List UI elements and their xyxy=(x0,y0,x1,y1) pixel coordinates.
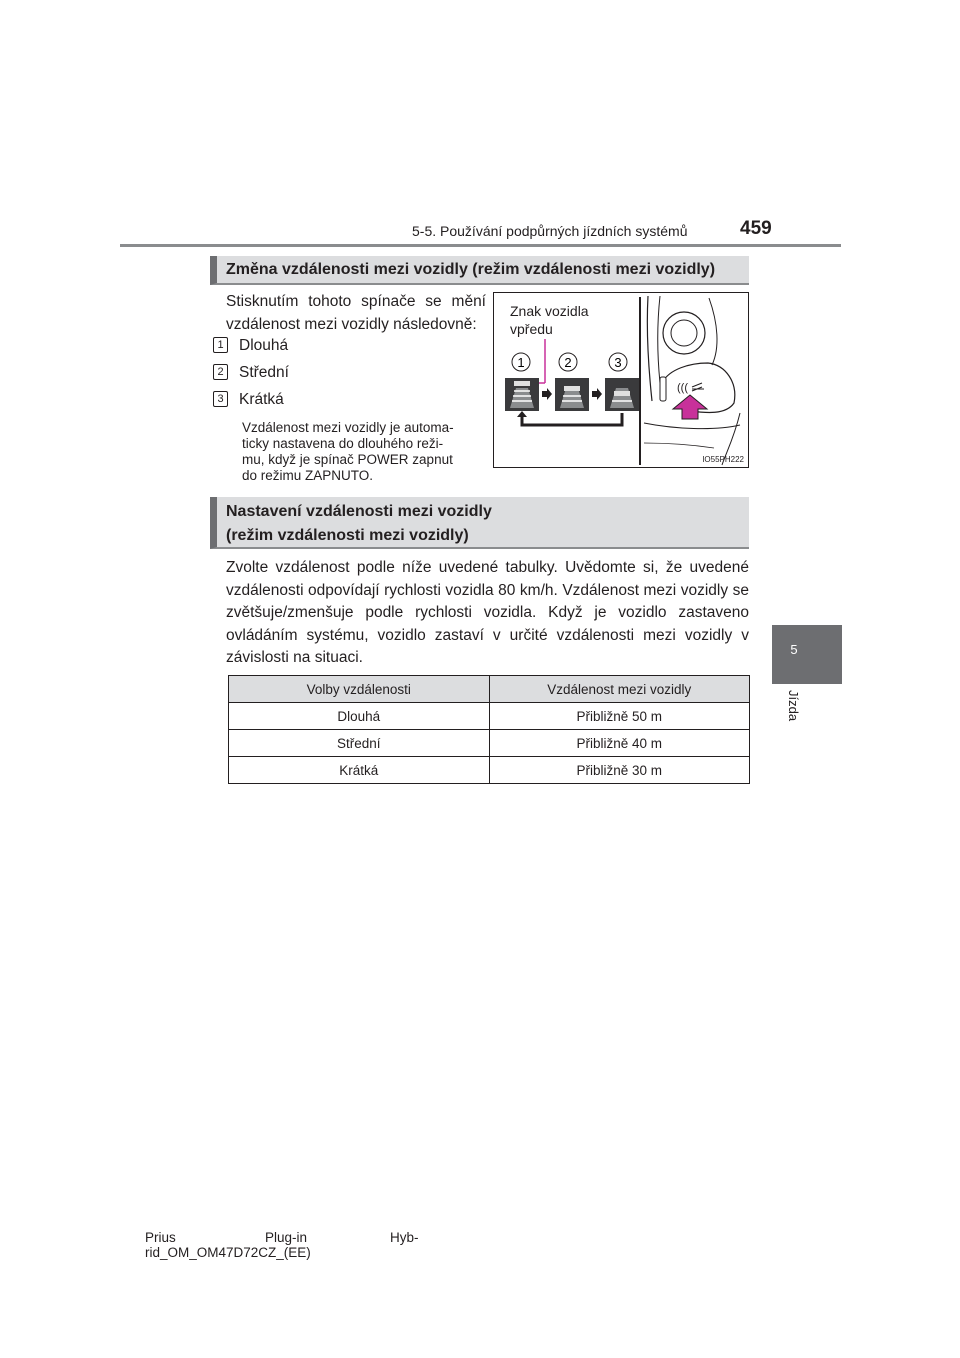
list-item xyxy=(213,391,284,409)
arrow-right-icon xyxy=(592,388,602,400)
marker-label: 3 xyxy=(614,355,622,370)
table-cell: Dlouhá xyxy=(229,703,490,730)
item-number-badge: 1 xyxy=(213,337,228,353)
footer-line-1 xyxy=(145,1230,427,1245)
item-label: Krátká xyxy=(239,391,284,408)
table-header-cell: Volby vzdálenosti xyxy=(229,676,490,703)
marker-label: 1 xyxy=(517,355,525,370)
table-row xyxy=(229,757,750,784)
section-heading-distance-setting xyxy=(210,497,749,549)
body-paragraph: Zvolte vzdálenost podle níže uvedené tabulky. Uvědomte si, že uvedené vzdálenosti odpovídají rychlosti vozidla 80 km/h. Vzdálenost mezi vozidly se zvětšuje/zmenšuje podle rychlosti vozidla. Když je vozidlo zastaveno ovládáním systému, vozidlo zastaví v určité vzdálenosti mezi vozidly v závislosti na situaci. xyxy=(226,559,749,666)
running-header: 5-5. Používání podpůrných jízdních systémů xyxy=(412,223,688,239)
callout-line-1: Znak vozidla xyxy=(510,303,589,319)
list-item xyxy=(213,337,288,355)
footer-line-2: rid_OM_OM47D72CZ_(EE) xyxy=(145,1245,311,1260)
display-long xyxy=(505,378,539,411)
display-short xyxy=(605,378,639,411)
footer-word: Prius xyxy=(145,1230,176,1245)
marker-label: 2 xyxy=(564,355,572,370)
chapter-number: 5 xyxy=(790,642,798,657)
note-text: Vzdálenost mezi vozidly je automa- ticky nastavena do dlouhého reži- mu, když je spínač POWER zapnut do režimu ZAPNUTO. xyxy=(242,420,454,483)
table-row xyxy=(229,730,750,757)
section2-title-line-2: (režim vzdálenosti mezi vozidly) xyxy=(226,527,469,544)
item-number-badge: 3 xyxy=(213,391,228,407)
section2-title-line-1: Nastavení vzdálenosti mezi vozidly xyxy=(226,503,492,520)
table-cell: Přibližně 50 m xyxy=(489,703,750,730)
steering-switch-illustration xyxy=(644,296,740,465)
arrow-right-icon xyxy=(542,388,552,400)
table-row xyxy=(229,703,750,730)
cycle-return-arrow xyxy=(522,413,622,425)
list-item xyxy=(213,364,289,382)
header-rule xyxy=(120,244,841,247)
footer-word: Hyb- xyxy=(390,1230,419,1245)
table-cell: Přibližně 30 m xyxy=(489,757,750,784)
distance-table xyxy=(228,675,750,784)
footer-word: Plug-in xyxy=(265,1230,308,1245)
table-header-cell: Vzdálenost mezi vozidly xyxy=(489,676,750,703)
intro-line-2: vzdálenost mezi vozidly následovně: xyxy=(226,316,477,333)
table-cell: Krátká xyxy=(229,757,490,784)
callout-line-2: vpředu xyxy=(510,321,553,337)
figure-illustration xyxy=(494,293,748,467)
table-cell: Přibližně 40 m xyxy=(489,730,750,757)
chapter-label: Jízda xyxy=(786,690,801,722)
document-footer xyxy=(145,1230,427,1260)
distance-switch-figure xyxy=(493,292,749,468)
section-heading-distance-change: Změna vzdálenosti mezi vozidly (režim vzdálenosti mezi vozidly) xyxy=(210,256,749,285)
item-label: Střední xyxy=(239,364,289,381)
page-number: 459 xyxy=(740,218,772,239)
intro-paragraph xyxy=(226,290,486,336)
item-number-badge: 2 xyxy=(213,364,228,380)
figure-code: IO55PH222 xyxy=(702,455,744,464)
item-label: Dlouhá xyxy=(239,337,289,354)
table-cell: Střední xyxy=(229,730,490,757)
table-header-row xyxy=(229,676,750,703)
display-medium xyxy=(555,378,589,411)
intro-line-1: Stisknutím tohoto spínače se mění xyxy=(226,293,486,310)
svg-text:(((: ((( xyxy=(677,382,688,394)
arrow-up-icon xyxy=(517,411,527,417)
